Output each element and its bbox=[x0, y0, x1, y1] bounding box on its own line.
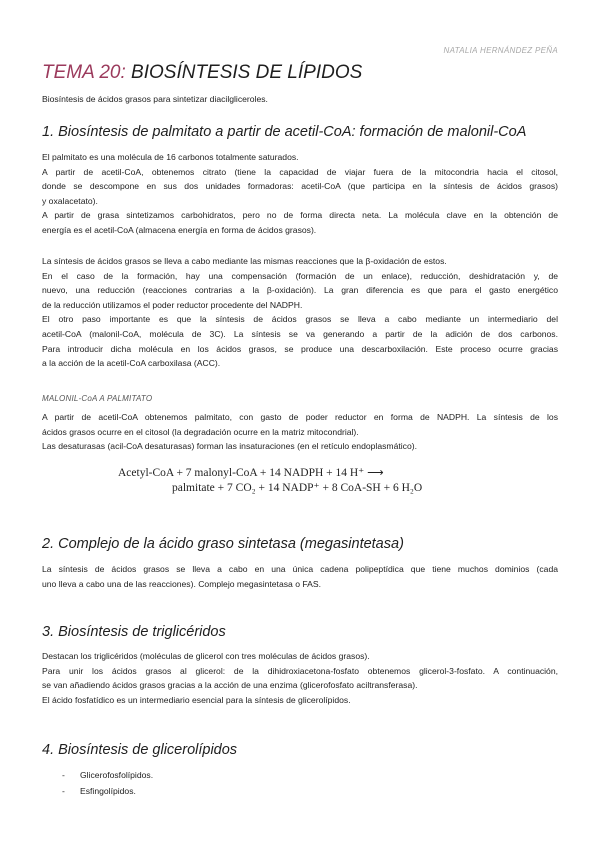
text-line: donde se descompone en sus dos unidades formadoras: acetil-CoA (que participa en la síntesis de ácidos grasos) bbox=[42, 181, 558, 192]
text-line: A partir de grasa sintetizamos carbohidratos, pero no de forma directa neta. La molécula clave en la obtención de bbox=[42, 210, 558, 221]
text-line: a la acción de la acetil-CoA carboxilasa (ACC). bbox=[42, 358, 221, 369]
text-line: Para introducir dicha molécula en los ácidos grasos, se produce una descarboxilación. Este proceso ocurre gracias bbox=[42, 343, 558, 354]
text-line: El palmitato es una molécula de 16 carbonos totalmente saturados. bbox=[42, 152, 299, 162]
list-item-text: Esfingolípidos. bbox=[80, 785, 136, 796]
text-line: Las desaturasas (acil-CoA desaturasas) forman las insaturaciones (en el retículo endoplasmático). bbox=[42, 441, 417, 452]
text-line: uno lleva a cabo una de las reacciones). Complejo megasintetasa o FAS. bbox=[42, 578, 321, 589]
section-1-paragraph-1 bbox=[42, 150, 558, 238]
text-line: En el caso de la formación, hay una compensación (formación de un enlace), reducción, deshidratación y, de bbox=[42, 270, 558, 281]
glycerolipid-list bbox=[62, 768, 153, 799]
text-line: La síntesis de ácidos grasos se lleva a cabo en una única cadena polipeptídica que tiene muchos dominios (cada bbox=[42, 564, 558, 574]
intro-text: Biosíntesis de ácidos grasos para sintetizar diacilgliceroles. bbox=[42, 94, 268, 104]
text-line: A partir de acetil-CoA obtenemos palmitato, con gasto de poder reductor en forma de NADPH. La síntesis de los bbox=[42, 412, 558, 422]
equation-line-1: Acetyl-CoA + 7 malonyl-CoA + 14 NADPH + 14 H⁺ ⟶ bbox=[118, 467, 384, 479]
text-line: A partir de acetil-CoA, obtenemos citrato (tiene la capacidad de viajar fuera de la mitocondria hacia el citosol, bbox=[42, 166, 558, 177]
section-1-heading: 1. Biosíntesis de palmitato a partir de acetil-CoA: formación de malonil-CoA bbox=[42, 124, 527, 140]
text-line: ácidos grasos ocurre en el citosol (la degradación ocurre en la matriz mitocondrial). bbox=[42, 426, 359, 437]
chemical-equation bbox=[118, 466, 528, 496]
text-line: Destacan los triglicéridos (moléculas de glicerol con tres moléculas de ácidos grasos). bbox=[42, 651, 370, 661]
text-line: se van añadiendo ácidos grasos gracias a la acción de una enzima (glicerofosfato aciltransferasa). bbox=[42, 680, 418, 691]
author-name: NATALIA HERNÁNDEZ PEÑA bbox=[443, 46, 558, 55]
bullet-dash: - bbox=[62, 770, 65, 780]
page-title bbox=[42, 62, 362, 84]
text-line: Para unir los ácidos grasos al glicerol: de la dihidroxiacetona-fosfato obtenemos glicerol-3-fosfato. A continuación, bbox=[42, 665, 558, 676]
list-item bbox=[62, 784, 153, 800]
section-3-heading: 3. Biosíntesis de triglicéridos bbox=[42, 624, 226, 640]
title-main: BIOSÍNTESIS DE LÍPIDOS bbox=[131, 62, 363, 83]
section-2-heading: 2. Complejo de la ácido graso sintetasa (megasintetasa) bbox=[42, 536, 404, 552]
list-item bbox=[62, 768, 153, 784]
section-1-paragraph-2 bbox=[42, 254, 558, 371]
text-line: El otro paso importante es que la síntesis de ácidos grasos se lleva a cabo mediante un intermediario del bbox=[42, 314, 558, 325]
text-line: La síntesis de ácidos grasos se lleva a cabo mediante las mismas reacciones que la β-oxidación de estos. bbox=[42, 256, 447, 266]
text-line: energía es el acetil-CoA (almacena energía en forma de ácidos grasos). bbox=[42, 224, 317, 235]
text-line: El ácido fosfatídico es un intermediario esencial para la síntesis de glicerolípidos. bbox=[42, 694, 351, 705]
text-line: de la reducción utilizamos el poder reductor procedente del NADPH. bbox=[42, 299, 303, 310]
text-line: acetil-CoA (malonil-CoA, molécula de 3C). La síntesis se va generando a partir de la adición de dos carbonos. bbox=[42, 328, 558, 339]
equation-line-2: palmitate + 7 CO₂ + 14 NADP⁺ + 8 CoA-SH + 6 H₂O bbox=[172, 482, 423, 494]
section-4-heading: 4. Biosíntesis de glicerolípidos bbox=[42, 742, 238, 758]
bullet-dash: - bbox=[62, 785, 65, 796]
section-2-paragraph bbox=[42, 562, 558, 591]
title-prefix: TEMA 20: bbox=[42, 62, 126, 83]
text-line: nuevo, una reducción (reacciones contrarias a la β-oxidación). La gran diferencia es que para el gasto energético bbox=[42, 285, 558, 296]
subsection-heading: MALONIL-CoA A PALMITATO bbox=[42, 394, 153, 403]
list-item-text: Glicerofosfolípidos. bbox=[80, 770, 154, 780]
section-3-paragraph bbox=[42, 649, 558, 707]
section-1-paragraph-3 bbox=[42, 410, 558, 454]
text-line: y oxalacetato). bbox=[42, 195, 98, 206]
